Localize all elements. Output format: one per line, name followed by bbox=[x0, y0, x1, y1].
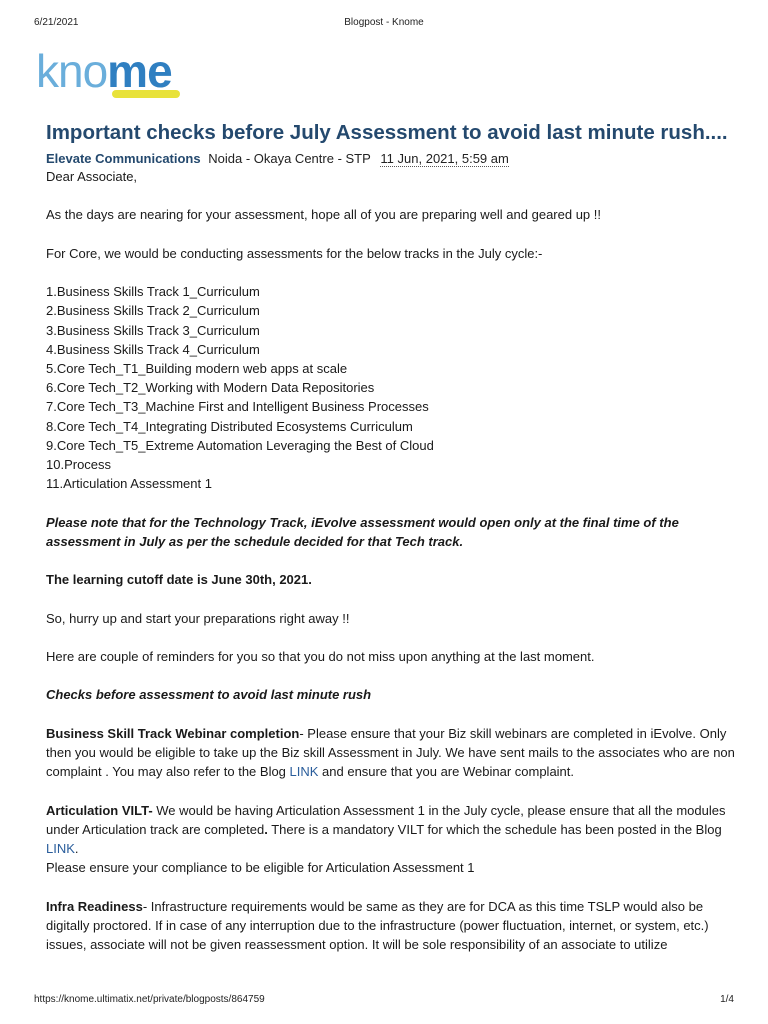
post-body bbox=[46, 167, 736, 954]
reminders-paragraph: Here are couple of reminders for you so that you do not miss upon anything at the last moment. bbox=[46, 648, 595, 664]
webinar-label: Business Skill Track Webinar completion bbox=[46, 725, 300, 741]
vilt-label: Articulation VILT- bbox=[46, 802, 153, 818]
vilt-text: We would be having Articulation Assessment 1 in the July cycle, please ensure that all the modules under Articulation track are completed bbox=[46, 802, 726, 837]
print-header bbox=[34, 17, 734, 31]
list-item: 7.Core Tech_T3_Machine First and Intelligent Business Processes bbox=[46, 399, 429, 415]
logo-text-me: me bbox=[107, 45, 172, 97]
post-location: Noida - Okaya Centre - STP bbox=[208, 151, 371, 166]
track-list bbox=[46, 282, 736, 493]
vilt-tail: . bbox=[74, 840, 79, 856]
vilt-blog-link[interactable]: LINK bbox=[46, 840, 75, 856]
checks-heading: Checks before assessment to avoid last minute rush bbox=[46, 687, 372, 703]
hurry-paragraph: So, hurry up and start your preparations right away !! bbox=[46, 610, 350, 626]
webinar-blog-link[interactable]: LINK bbox=[289, 764, 319, 780]
infra-paragraph bbox=[46, 897, 736, 955]
webinar-text: - Please ensure that your Biz skill webinars are completed in iEvolve. Only then you would be eligible to take up the Biz skill Assessment in July. We have sent mails to the associates who are non complaint . You may also refer to the Blog bbox=[46, 725, 735, 780]
post-meta bbox=[46, 150, 736, 167]
list-item: 2.Business Skills Track 2_Curriculum bbox=[46, 303, 260, 319]
post-timestamp: 11 Jun, 2021, 5:59 am bbox=[380, 151, 509, 166]
print-url: https://knome.ultimatix.net/private/blogposts/864759 bbox=[34, 994, 265, 1005]
vilt-compliance: Please ensure your compliance to be eligible for Articulation Assessment 1 bbox=[46, 860, 475, 876]
post-author-link[interactable]: Elevate Communications bbox=[46, 151, 201, 166]
greeting: Dear Associate, bbox=[46, 169, 138, 184]
cutoff-date: The learning cutoff date is June 30th, 2021. bbox=[46, 572, 312, 588]
print-date: 6/21/2021 bbox=[34, 17, 79, 28]
tech-track-note: Please note that for the Technology Track, iEvolve assessment would open only at the final time of the assessment in July as per the schedule decided for that Tech track. bbox=[46, 514, 679, 549]
page-number: 1/4 bbox=[720, 994, 734, 1005]
knome-logo[interactable] bbox=[36, 45, 186, 103]
list-item: 4.Business Skills Track 4_Curriculum bbox=[46, 341, 260, 357]
blog-post bbox=[46, 118, 736, 954]
list-item: 3.Business Skills Track 3_Curriculum bbox=[46, 322, 260, 338]
list-item: 1.Business Skills Track 1_Curriculum bbox=[46, 284, 260, 300]
list-item: 10.Process bbox=[46, 457, 112, 472]
list-item: 8.Core Tech_T4_Integrating Distributed Ecosystems Curriculum bbox=[46, 418, 413, 434]
intro-paragraph: As the days are nearing for your assessment, hope all of you are preparing well and geared up !! bbox=[46, 207, 601, 223]
core-intro-paragraph: For Core, we would be conducting assessments for the below tracks in the July cycle:- bbox=[46, 245, 543, 261]
list-item: 5.Core Tech_T1_Building modern web apps at scale bbox=[46, 360, 348, 376]
list-item: 11.Articulation Assessment 1 bbox=[46, 476, 212, 492]
post-title: Important checks before July Assessment to avoid last minute rush.... bbox=[46, 121, 728, 144]
list-item: 9.Core Tech_T5_Extreme Automation Leveraging the Best of Cloud bbox=[46, 437, 434, 453]
infra-text: - Infrastructure requirements would be same as they are for DCA as this time TSLP would also be digitally proctored. If in case of any interruption due to the infrastructure (power fluctuation, internet, or system, etc.) issues, associate will not be given reassessment option. It will be sole responsibility of an associate to utilize bbox=[46, 898, 709, 952]
logo-text-kno: kno bbox=[36, 45, 108, 97]
vilt-dot: . bbox=[264, 821, 268, 837]
webinar-tail: and ensure that you are Webinar complaint. bbox=[318, 764, 575, 780]
list-item: 6.Core Tech_T2_Working with Modern Data Repositories bbox=[46, 380, 375, 396]
print-footer bbox=[34, 994, 734, 1008]
print-doc-title: Blogpost - Knome bbox=[344, 17, 424, 28]
infra-label: Infra Readiness bbox=[46, 898, 143, 914]
vilt-paragraph bbox=[46, 801, 736, 859]
webinar-paragraph bbox=[46, 724, 736, 782]
vilt-text2: There is a mandatory VILT for which the schedule has been posted in the Blog bbox=[267, 821, 722, 837]
